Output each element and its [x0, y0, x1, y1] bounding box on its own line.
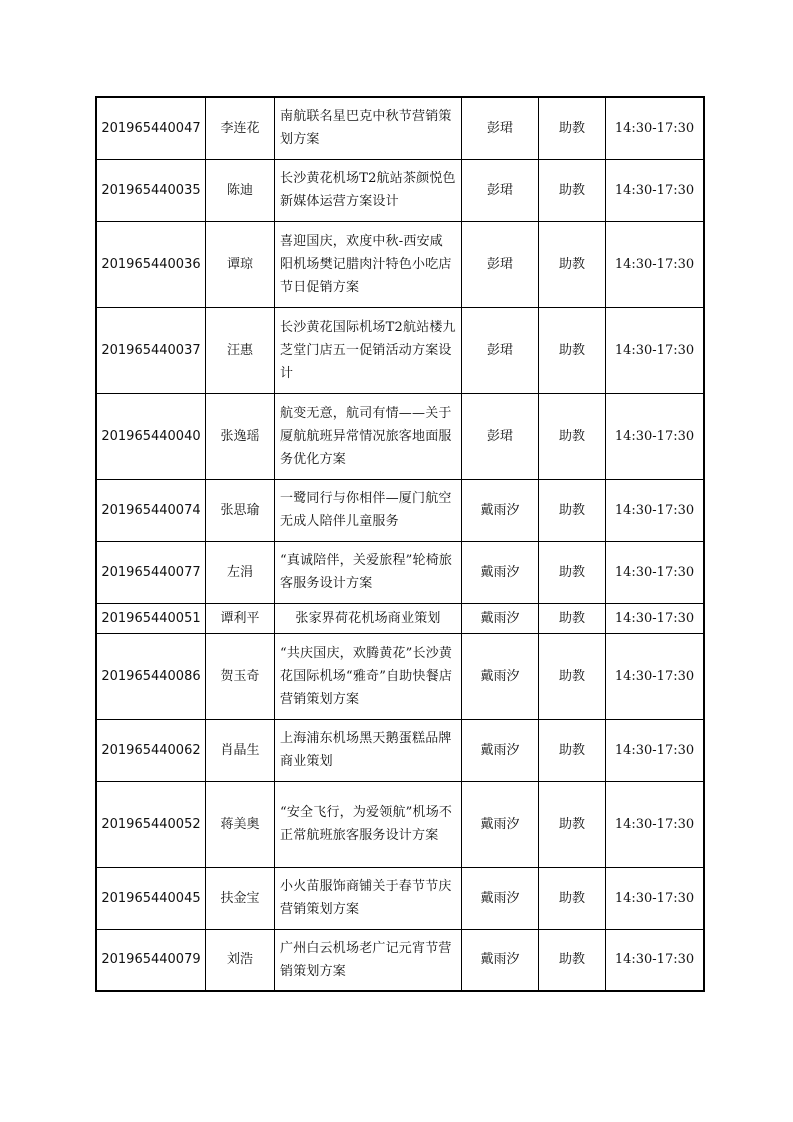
student-name-cell: 陈迪 — [206, 159, 275, 221]
topic-cell — [275, 603, 462, 633]
student-id-cell: 201965440077 — [96, 541, 206, 603]
role-cell: 助教 — [539, 633, 606, 719]
student-id-cell: 201965440035 — [96, 159, 206, 221]
topic-cell — [275, 159, 462, 221]
table-row — [96, 479, 704, 541]
advisor-cell: 戴雨汐 — [462, 929, 539, 991]
advisor-cell: 彭珺 — [462, 221, 539, 307]
student-id-cell: 201965440051 — [96, 603, 206, 633]
student-name-cell: 汪惠 — [206, 307, 275, 393]
time-cell: 14:30-17:30 — [606, 221, 705, 307]
time-cell: 14:30-17:30 — [606, 781, 705, 867]
time-cell: 14:30-17:30 — [606, 479, 705, 541]
student-id-cell: 201965440062 — [96, 719, 206, 781]
student-id-cell: 201965440036 — [96, 221, 206, 307]
role-cell: 助教 — [539, 719, 606, 781]
role-cell: 助教 — [539, 393, 606, 479]
advisor-cell: 彭珺 — [462, 393, 539, 479]
table-row — [96, 719, 704, 781]
role-cell: 助教 — [539, 159, 606, 221]
topic-text: 小火苗服饰商铺关于春节节庆营销策划方案 — [280, 879, 452, 917]
table-row — [96, 781, 704, 867]
student-id-cell: 201965440052 — [96, 781, 206, 867]
topic-text: 长沙黄花国际机场T2航站楼九芝堂门店五一促销活动方案设计 — [280, 319, 456, 381]
topic-cell — [275, 929, 462, 991]
topic-text: 张家界荷花机场商业策划 — [295, 610, 441, 626]
advisor-cell: 戴雨汐 — [462, 719, 539, 781]
student-id-cell: 201965440047 — [96, 97, 206, 159]
role-cell: 助教 — [539, 867, 606, 929]
table-body — [96, 97, 704, 991]
topic-text: 喜迎国庆，欢度中秋-西安咸阳机场樊记腊肉汁特色小吃店节日促销方案 — [280, 233, 452, 295]
table-row — [96, 393, 704, 479]
role-cell: 助教 — [539, 307, 606, 393]
table-row — [96, 307, 704, 393]
role-cell: 助教 — [539, 221, 606, 307]
advisor-cell: 彭珺 — [462, 307, 539, 393]
topic-text: 一鹭同行与你相伴—厦门航空无成人陪伴儿童服务 — [280, 491, 452, 529]
table-row — [96, 541, 704, 603]
advisor-cell: 彭珺 — [462, 159, 539, 221]
topic-text: “共庆国庆，欢腾黄花”长沙黄花国际机场“雅奇”自助快餐店营销策划方案 — [280, 645, 453, 707]
advisor-cell: 彭珺 — [462, 97, 539, 159]
topic-cell — [275, 781, 462, 867]
role-cell: 助教 — [539, 541, 606, 603]
time-cell: 14:30-17:30 — [606, 541, 705, 603]
role-cell: 助教 — [539, 479, 606, 541]
table-row — [96, 603, 704, 633]
role-cell: 助教 — [539, 781, 606, 867]
table-row — [96, 159, 704, 221]
advisor-cell: 戴雨汐 — [462, 633, 539, 719]
student-id-cell: 201965440045 — [96, 867, 206, 929]
defense-schedule-table — [95, 96, 705, 992]
time-cell: 14:30-17:30 — [606, 633, 705, 719]
topic-cell — [275, 221, 462, 307]
topic-text: “安全飞行，为爱领航”机场不正常航班旅客服务设计方案 — [280, 805, 453, 843]
role-cell: 助教 — [539, 97, 606, 159]
student-name-cell: 张思瑜 — [206, 479, 275, 541]
time-cell: 14:30-17:30 — [606, 867, 705, 929]
student-name-cell: 谭琼 — [206, 221, 275, 307]
student-id-cell: 201965440079 — [96, 929, 206, 991]
topic-text: 航变无意，航司有情——关于厦航航班异常情况旅客地面服务优化方案 — [280, 405, 452, 467]
student-id-cell: 201965440037 — [96, 307, 206, 393]
time-cell: 14:30-17:30 — [606, 307, 705, 393]
advisor-cell: 戴雨汐 — [462, 479, 539, 541]
time-cell: 14:30-17:30 — [606, 929, 705, 991]
topic-text: 上海浦东机场黑天鹅蛋糕品牌商业策划 — [280, 731, 452, 769]
table-row — [96, 633, 704, 719]
student-name-cell: 谭利平 — [206, 603, 275, 633]
advisor-cell: 戴雨汐 — [462, 781, 539, 867]
time-cell: 14:30-17:30 — [606, 603, 705, 633]
role-cell: 助教 — [539, 929, 606, 991]
topic-cell — [275, 393, 462, 479]
student-name-cell: 贺玉奇 — [206, 633, 275, 719]
topic-cell — [275, 97, 462, 159]
table-row — [96, 867, 704, 929]
student-name-cell: 张逸瑶 — [206, 393, 275, 479]
topic-cell — [275, 719, 462, 781]
time-cell: 14:30-17:30 — [606, 159, 705, 221]
table-row — [96, 929, 704, 991]
student-id-cell: 201965440040 — [96, 393, 206, 479]
student-name-cell: 李连花 — [206, 97, 275, 159]
student-id-cell: 201965440074 — [96, 479, 206, 541]
time-cell: 14:30-17:30 — [606, 97, 705, 159]
table-row — [96, 221, 704, 307]
advisor-cell: 戴雨汐 — [462, 541, 539, 603]
topic-cell — [275, 541, 462, 603]
student-id-cell: 201965440086 — [96, 633, 206, 719]
student-name-cell: 蒋美奥 — [206, 781, 275, 867]
topic-text: 南航联名星巴克中秋节营销策划方案 — [280, 109, 452, 148]
time-cell: 14:30-17:30 — [606, 719, 705, 781]
topic-cell — [275, 867, 462, 929]
role-cell: 助教 — [539, 603, 606, 633]
topic-text: 长沙黄花机场T2航站茶颜悦色新媒体运营方案设计 — [280, 171, 456, 209]
student-name-cell: 扶金宝 — [206, 867, 275, 929]
topic-text: “真诚陪伴，关爱旅程”轮椅旅客服务设计方案 — [280, 553, 453, 591]
student-name-cell: 左涓 — [206, 541, 275, 603]
advisor-cell: 戴雨汐 — [462, 603, 539, 633]
student-name-cell: 刘浩 — [206, 929, 275, 991]
topic-cell — [275, 633, 462, 719]
topic-cell — [275, 307, 462, 393]
table-row — [96, 97, 704, 159]
time-cell: 14:30-17:30 — [606, 393, 705, 479]
student-name-cell: 肖晶生 — [206, 719, 275, 781]
topic-text: 广州白云机场老广记元宵节营销策划方案 — [280, 940, 452, 979]
advisor-cell: 戴雨汐 — [462, 867, 539, 929]
topic-cell — [275, 479, 462, 541]
